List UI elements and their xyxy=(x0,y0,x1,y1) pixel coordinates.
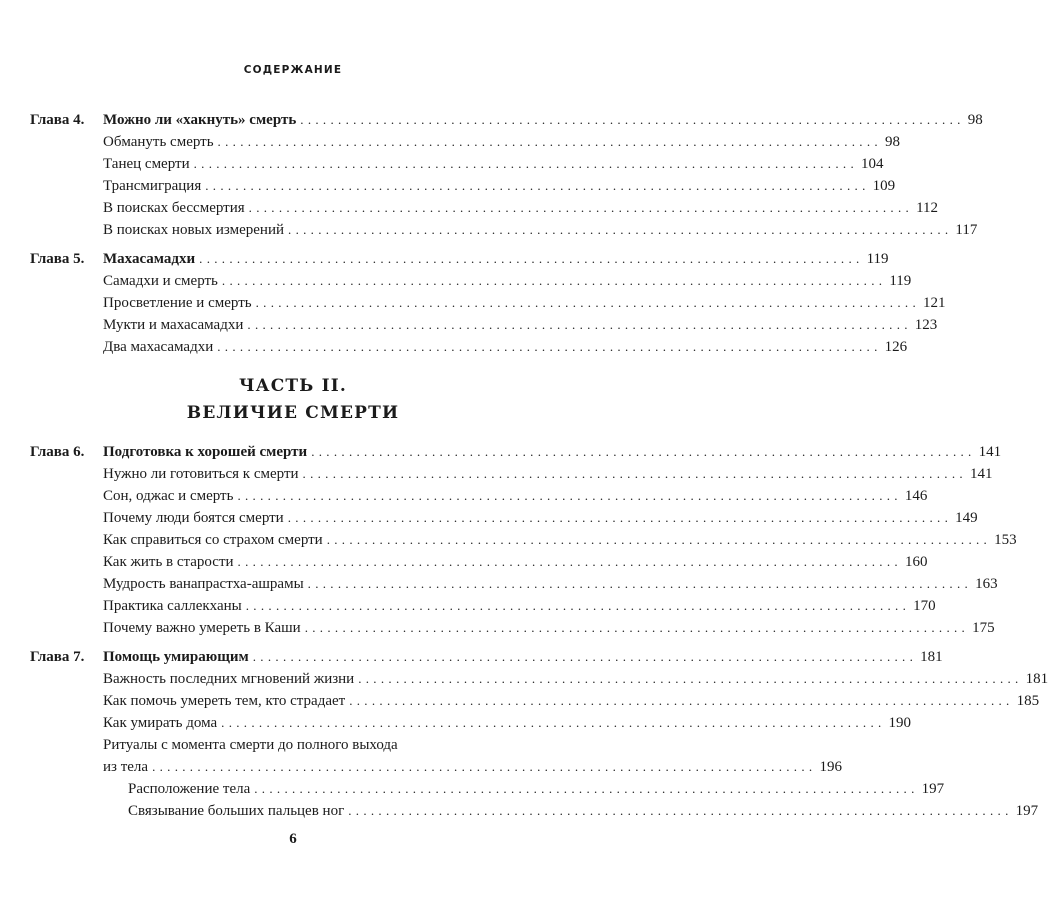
page-ref: 146 xyxy=(904,488,928,504)
leader-dots: ........................................................................................ xyxy=(152,759,817,774)
toc-entry[interactable] xyxy=(103,507,978,529)
chapter-title: Подготовка к хорошей смерти xyxy=(103,444,308,460)
page-ref: 170 xyxy=(913,598,936,614)
leader-dots: ........................................................................................ xyxy=(358,671,1023,686)
entry-title: Практика саллекханы xyxy=(103,598,242,614)
toc-entry[interactable] xyxy=(103,690,1040,712)
page-ref: 160 xyxy=(904,554,928,570)
page-ref: 109 xyxy=(872,178,896,194)
toc-subentry[interactable] xyxy=(128,778,945,800)
page-ref: 163 xyxy=(975,576,998,592)
leader-dots: ........................................................................................ xyxy=(205,178,870,193)
leader-dots: ........................................................................................ xyxy=(300,112,965,127)
toc-entry[interactable] xyxy=(103,131,900,153)
page-ref: 181 xyxy=(920,649,943,665)
chapter-title: Помощь умирающим xyxy=(103,649,249,665)
part-number: ЧАСТЬ II. xyxy=(238,376,348,396)
chapter-4-title-row[interactable] xyxy=(103,109,983,131)
leader-dots: ........................................................................................ xyxy=(349,693,1014,708)
leader-dots: ........................................................................................ xyxy=(199,251,864,266)
entry-title: Просветление и смерть xyxy=(103,295,252,311)
leader-dots: ........................................................................................ xyxy=(302,466,967,481)
entry-title: Трансмиграция xyxy=(103,178,202,194)
page-ref: 196 xyxy=(819,759,842,775)
page-ref: 190 xyxy=(888,715,912,731)
toc-entry-multiline-last-line[interactable] xyxy=(103,756,842,778)
entry-title: Два махасамадхи xyxy=(103,339,214,355)
toc-entry[interactable] xyxy=(103,314,938,336)
leader-dots: ........................................................................................ xyxy=(221,715,886,730)
page-ref: 149 xyxy=(955,510,978,526)
chapter-6-label: Глава 6. xyxy=(30,444,85,460)
chapter-title: Можно ли «хакнуть» смерть xyxy=(103,112,297,128)
toc-entry-multiline-first-line[interactable]: Ритуалы с момента смерти до полного выхода xyxy=(103,737,398,753)
toc-entry[interactable] xyxy=(103,197,939,219)
leader-dots: ........................................................................................ xyxy=(217,134,882,149)
part-title: ВЕЛИЧИЕ СМЕРТИ xyxy=(186,403,400,423)
leader-dots: ........................................................................................ xyxy=(217,339,882,354)
page-ref: 175 xyxy=(972,620,995,636)
entry-title: В поисках новых измерений xyxy=(103,222,285,238)
entry-title: Танец смерти xyxy=(103,156,190,172)
leader-dots: ........................................................................................ xyxy=(237,554,902,569)
entry-title: Мукти и махасамадхи xyxy=(103,317,244,333)
entry-title: Почему люди боятся смерти xyxy=(103,510,284,526)
entry-title: Как жить в старости xyxy=(103,554,234,570)
entry-title: из тела xyxy=(103,759,149,775)
entry-title: Обмануть смерть xyxy=(103,134,214,150)
chapter-7-label: Глава 7. xyxy=(30,649,85,665)
page-ref: 181 xyxy=(1025,671,1048,687)
toc-entry[interactable] xyxy=(103,712,912,734)
entry-title: Нужно ли готовиться к смерти xyxy=(103,466,299,482)
leader-dots: ........................................................................................ xyxy=(348,803,1013,818)
leader-dots: ........................................................................................ xyxy=(245,598,911,613)
leader-dots: ........................................................................................ xyxy=(221,273,887,288)
page-ref: 98 xyxy=(967,112,983,128)
page-ref: 185 xyxy=(1016,693,1040,709)
toc-entry[interactable] xyxy=(103,617,995,639)
page-number: 6 xyxy=(289,831,297,847)
leader-dots: ........................................................................................ xyxy=(252,649,918,664)
entry-title: Сон, оджас и смерть xyxy=(103,488,234,504)
leader-dots: ........................................................................................ xyxy=(307,576,973,591)
chapter-title: Махасамадхи xyxy=(103,251,196,267)
toc-subentry[interactable] xyxy=(128,800,1039,822)
entry-title: Как справиться со страхом смерти xyxy=(103,532,323,548)
page-ref: 126 xyxy=(884,339,908,355)
toc-entry[interactable] xyxy=(103,485,928,507)
toc-entry[interactable] xyxy=(103,463,993,485)
page-ref: 197 xyxy=(921,781,945,797)
entry-title: Связывание больших пальцев ног xyxy=(128,803,345,819)
toc-entry[interactable] xyxy=(103,292,946,314)
entry-title: Важность последних мгновений жизни xyxy=(103,671,355,687)
page-ref: 119 xyxy=(866,251,889,267)
page-ref: 98 xyxy=(884,134,900,150)
leader-dots: ........................................................................................ xyxy=(326,532,992,547)
toc-entry[interactable] xyxy=(103,573,998,595)
toc-entry[interactable] xyxy=(103,668,1048,690)
leader-dots: ........................................................................................ xyxy=(304,620,970,635)
toc-entry[interactable] xyxy=(103,270,912,292)
chapter-5-title-row[interactable] xyxy=(103,248,889,270)
page-ref: 112 xyxy=(916,200,939,216)
leader-dots: ........................................................................................ xyxy=(247,317,912,332)
leader-dots: ........................................................................................ xyxy=(287,510,953,525)
page-ref: 141 xyxy=(978,444,1002,460)
leader-dots: ........................................................................................ xyxy=(254,781,919,796)
entry-title: Самадхи и смерть xyxy=(103,273,218,289)
toc-entry[interactable] xyxy=(103,175,896,197)
running-header: СОДЕРЖАНИЕ xyxy=(243,64,343,76)
chapter-6-title-row[interactable] xyxy=(103,441,1002,463)
page-ref: 117 xyxy=(955,222,978,238)
leader-dots: ........................................................................................ xyxy=(288,222,953,237)
page-ref: 153 xyxy=(994,532,1017,548)
entry-title: Как помочь умереть тем, кто страдает xyxy=(103,693,346,709)
chapter-4-label: Глава 4. xyxy=(30,112,85,128)
entry-title: Мудрость ванапрастха-ашрамы xyxy=(103,576,304,592)
toc-entry[interactable] xyxy=(103,153,884,175)
leader-dots: ........................................................................................ xyxy=(311,444,976,459)
entry-title: Расположение тела xyxy=(128,781,251,797)
page-ref: 197 xyxy=(1015,803,1039,819)
toc-entry[interactable] xyxy=(103,336,908,358)
page-ref: 121 xyxy=(923,295,946,311)
page-ref: 104 xyxy=(861,156,884,172)
toc-entry[interactable] xyxy=(103,595,936,617)
page-ref: 141 xyxy=(969,466,993,482)
entry-title: Почему важно умереть в Каши xyxy=(103,620,301,636)
toc-entry[interactable] xyxy=(103,551,928,573)
entry-title: Как умирать дома xyxy=(103,715,218,731)
leader-dots: ........................................................................................ xyxy=(237,488,902,503)
chapter-7-title-row[interactable] xyxy=(103,646,943,668)
chapter-5-label: Глава 5. xyxy=(30,251,85,267)
leader-dots: ........................................................................................ xyxy=(193,156,859,171)
toc-entry[interactable] xyxy=(103,529,1017,551)
leader-dots: ........................................................................................ xyxy=(255,295,920,310)
entry-title: В поисках бессмертия xyxy=(103,200,245,216)
toc-entry[interactable] xyxy=(103,219,978,241)
leader-dots: ........................................................................................ xyxy=(248,200,914,215)
page-ref: 123 xyxy=(914,317,938,333)
page-ref: 119 xyxy=(889,273,912,289)
